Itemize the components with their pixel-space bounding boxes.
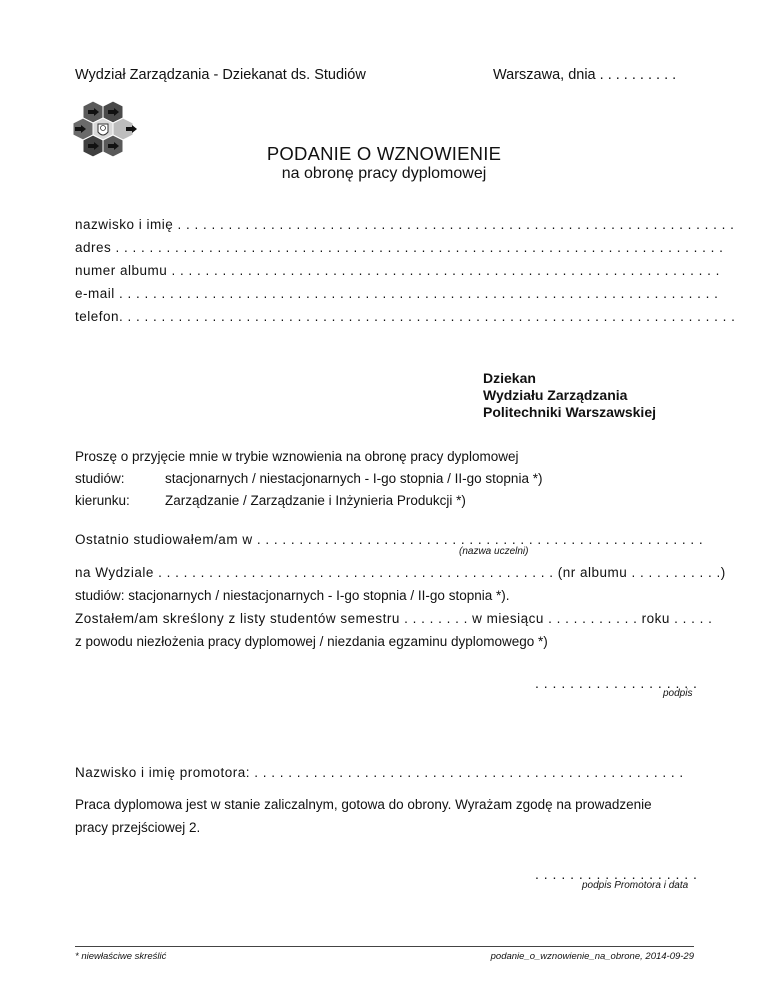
supervisor-name-field: Nazwisko i imię promotora: . . . . . . . . . . . . . . . . . . . . . . . . . . . . . . . . . . . . . . . . . . . . . . . . . . . <box>75 765 684 780</box>
studies-options: stacjonarnych / niestacjonarnych - I-go stopnia / II-go stopnia *) <box>165 471 543 486</box>
supervisor-statement: Praca dyplomowa jest w stanie zaliczalnym, gotowa do obrony. Wyrażam zgodę na prowadzenie <box>75 797 652 812</box>
document-title: PODANIE O WZNOWIENIE <box>266 143 502 164</box>
footnote: * niewłaściwe skreślić <box>75 951 167 962</box>
supervisor-statement-cont: pracy przejściowej 2. <box>75 820 201 835</box>
name-field: nazwisko i imię . . . . . . . . . . . . . . . . . . . . . . . . . . . . . . . . . . . . . . . . . . . . . . . . . . . . . . . . . . . . . . . . . . <box>75 217 735 232</box>
signature-label: podpis <box>663 688 693 699</box>
addressee-university: Politechniki Warszawskiej <box>483 404 656 420</box>
document-filename: podanie_o_wznowienie_na_obrone, 2014-09-29 <box>490 951 694 962</box>
phone-field: telefon. . . . . . . . . . . . . . . . . . . . . . . . . . . . . . . . . . . . . . . . . . . . . . . . . . . . . . . . . . . . . . . . . . . . . . . . . <box>75 309 736 324</box>
supervisor-signature-label: podpis Promotora i data <box>582 880 689 891</box>
request-intro: Proszę o przyjęcie mnie w trybie wznowienia na obronę pracy dyplomowej <box>75 449 519 464</box>
document-subtitle: na obronę pracy dyplomowej <box>281 165 487 182</box>
address-field: adres . . . . . . . . . . . . . . . . . . . . . . . . . . . . . . . . . . . . . . . . . . . . . . . . . . . . . . . . . . . . . . . . . . . . . . . . <box>75 240 724 255</box>
signature-dots: . . . . . . . . . . . . . . . . . . . <box>535 675 698 691</box>
previous-studies-options: studiów: stacjonarnych / niestacjonarnych - I-go stopnia / II-go stopnia *). <box>75 588 510 603</box>
album-number-field: numer albumu . . . . . . . . . . . . . . . . . . . . . . . . . . . . . . . . . . . . . . . . . . . . . . . . . . . . . . . . . . . . . . . . . <box>75 263 720 278</box>
studies-label: studiów: <box>75 471 125 486</box>
removal-reason-options: z powodu niezłożenia pracy dyplomowej / niezdania egzaminu dyplomowego *) <box>75 634 548 649</box>
university-name-hint: (nazwa uczelni) <box>459 546 529 557</box>
addressee-faculty: Wydziału Zarządzania <box>483 387 628 403</box>
faculty-office-header: Wydział Zarządzania - Dziekanat ds. Studiów <box>75 67 366 83</box>
last-university-field: Ostatnio studiowałem/am w . . . . . . . . . . . . . . . . . . . . . . . . . . . . . . . . . . . . . . . . . . . . . . . . . . . . . <box>75 532 704 547</box>
footer-divider <box>75 946 694 947</box>
major-options: Zarządzanie / Zarządzanie i Inżynieria Produkcji *) <box>165 493 466 508</box>
major-label: kierunku: <box>75 493 130 508</box>
faculty-field: na Wydziale . . . . . . . . . . . . . . . . . . . . . . . . . . . . . . . . . . . . . . . . . . . . . . . (nr albumu . . . . . . . . . . .) <box>75 565 726 580</box>
email-field: e-mail . . . . . . . . . . . . . . . . . . . . . . . . . . . . . . . . . . . . . . . . . . . . . . . . . . . . . . . . . . . . . . . . . . . . . . . <box>75 286 719 301</box>
date-place-field: Warszawa, dnia . . . . . . . . . . <box>493 67 677 83</box>
removal-semester-field: Zostałem/am skreślony z listy studentów semestru . . . . . . . . w miesiącu . . . . . . . . . . . roku . . . . . <box>75 611 713 626</box>
supervisor-signature-dots: . . . . . . . . . . . . . . . . . . . <box>535 866 698 882</box>
addressee-title: Dziekan <box>483 370 536 386</box>
